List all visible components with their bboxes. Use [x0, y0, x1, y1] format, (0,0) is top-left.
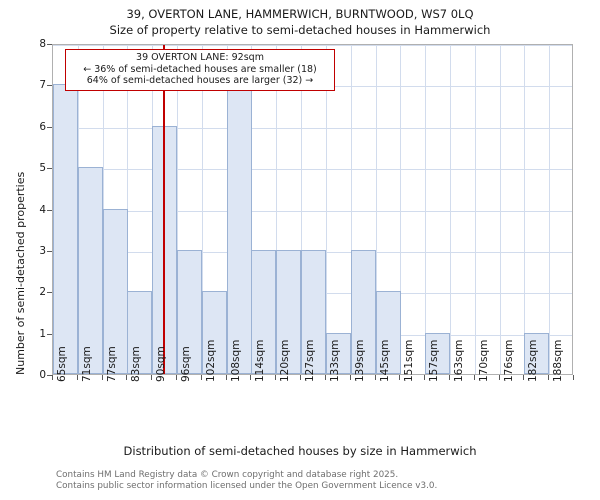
x-tick-mark: [424, 375, 425, 380]
callout-line-1: 39 OVERTON LANE: 92sqm: [136, 52, 264, 63]
gridline-v: [549, 45, 550, 374]
title-line-1: 39, OVERTON LANE, HAMMERWICH, BURNTWOOD, WS7 0LQ: [126, 7, 474, 21]
y-tick-mark: [47, 334, 52, 335]
y-axis-label: Number of semi-detached properties: [14, 171, 27, 375]
x-tick-mark: [449, 375, 450, 380]
gridline-h: [53, 169, 572, 170]
plot-area: [52, 44, 573, 375]
x-tick-mark: [548, 375, 549, 380]
y-tick-label: 8: [39, 38, 46, 50]
marker-callout: [65, 49, 335, 91]
chart-title: [0, 6, 600, 38]
y-tick-label: 2: [39, 286, 46, 299]
x-tick-mark: [573, 375, 574, 380]
y-tick-label: 4: [39, 203, 46, 216]
x-tick-label: 145sqm: [378, 339, 391, 382]
x-tick-label: 102sqm: [204, 339, 217, 382]
y-tick-mark: [47, 168, 52, 169]
gridline-v: [524, 45, 525, 374]
x-tick-mark: [77, 375, 78, 380]
x-tick-label: 163sqm: [452, 339, 465, 382]
property-marker-line: [163, 45, 165, 374]
x-tick-mark: [300, 375, 301, 380]
x-axis-label: Distribution of semi-detached houses by size in Hammerwich: [123, 444, 477, 458]
x-tick-mark: [226, 375, 227, 380]
callout-line-3: 64% of semi-detached houses are larger (32) →: [86, 75, 314, 86]
gridline-v: [475, 45, 476, 374]
x-tick-mark: [52, 375, 53, 380]
x-tick-mark: [102, 375, 103, 380]
x-tick-label: 108sqm: [229, 339, 242, 382]
x-tick-label: 71sqm: [80, 346, 93, 382]
x-tick-label: 182sqm: [527, 339, 540, 382]
gridline-h: [53, 45, 572, 46]
y-tick-label: 5: [39, 162, 46, 175]
gridline-v: [425, 45, 426, 374]
x-tick-label: 157sqm: [428, 339, 441, 382]
bar: [78, 167, 103, 374]
x-tick-label: 77sqm: [105, 346, 118, 382]
footer-line-2: Contains public sector information licensed under the Open Government Licence v3.0.: [56, 481, 438, 491]
gridline-v: [500, 45, 501, 374]
x-tick-label: 90sqm: [155, 346, 168, 382]
x-tick-label: 170sqm: [477, 339, 490, 382]
x-tick-label: 139sqm: [353, 339, 366, 382]
x-tick-label: 133sqm: [328, 339, 341, 382]
x-tick-mark: [126, 375, 127, 380]
footer-line-1: Contains HM Land Registry data © Crown copyright and database right 2025.: [56, 470, 399, 480]
y-tick-mark: [47, 44, 52, 45]
bar: [227, 84, 252, 374]
y-tick-label: 6: [39, 120, 46, 133]
footer-attribution: [56, 470, 437, 492]
title-line-2: Size of property relative to semi-detached houses in Hammerwich: [109, 23, 491, 37]
callout-line-2: ← 36% of semi-detached houses are smaller (18): [83, 63, 317, 75]
bar: [53, 84, 78, 374]
y-tick-mark: [47, 251, 52, 252]
x-tick-mark: [523, 375, 524, 380]
y-tick-mark: [47, 127, 52, 128]
x-tick-mark: [375, 375, 376, 380]
y-tick-mark: [47, 85, 52, 86]
x-tick-label: 127sqm: [304, 339, 317, 382]
y-tick-label: 0: [39, 369, 46, 381]
x-tick-label: 65sqm: [56, 346, 68, 382]
x-tick-label: 151sqm: [403, 339, 416, 382]
y-tick-mark: [47, 292, 52, 293]
x-tick-mark: [201, 375, 202, 380]
x-tick-mark: [474, 375, 475, 380]
x-tick-mark: [250, 375, 251, 380]
x-tick-mark: [275, 375, 276, 380]
y-tick-mark: [47, 210, 52, 211]
gridline-h: [53, 128, 572, 129]
x-tick-label: 96sqm: [180, 346, 193, 382]
x-tick-label: 114sqm: [254, 339, 267, 382]
x-tick-label: 176sqm: [502, 339, 515, 382]
y-tick-label: 7: [39, 79, 46, 92]
gridline-v: [326, 45, 327, 374]
y-tick-label: 1: [39, 327, 46, 340]
x-tick-label: 120sqm: [279, 339, 292, 382]
x-tick-mark: [176, 375, 177, 380]
x-tick-mark: [325, 375, 326, 380]
x-tick-mark: [151, 375, 152, 380]
x-tick-mark: [499, 375, 500, 380]
x-tick-mark: [350, 375, 351, 380]
gridline-h: [53, 211, 572, 212]
x-tick-label: 188sqm: [552, 339, 565, 382]
x-tick-mark: [399, 375, 400, 380]
y-tick-label: 3: [39, 244, 46, 257]
x-tick-label: 83sqm: [130, 346, 143, 382]
gridline-v: [450, 45, 451, 374]
